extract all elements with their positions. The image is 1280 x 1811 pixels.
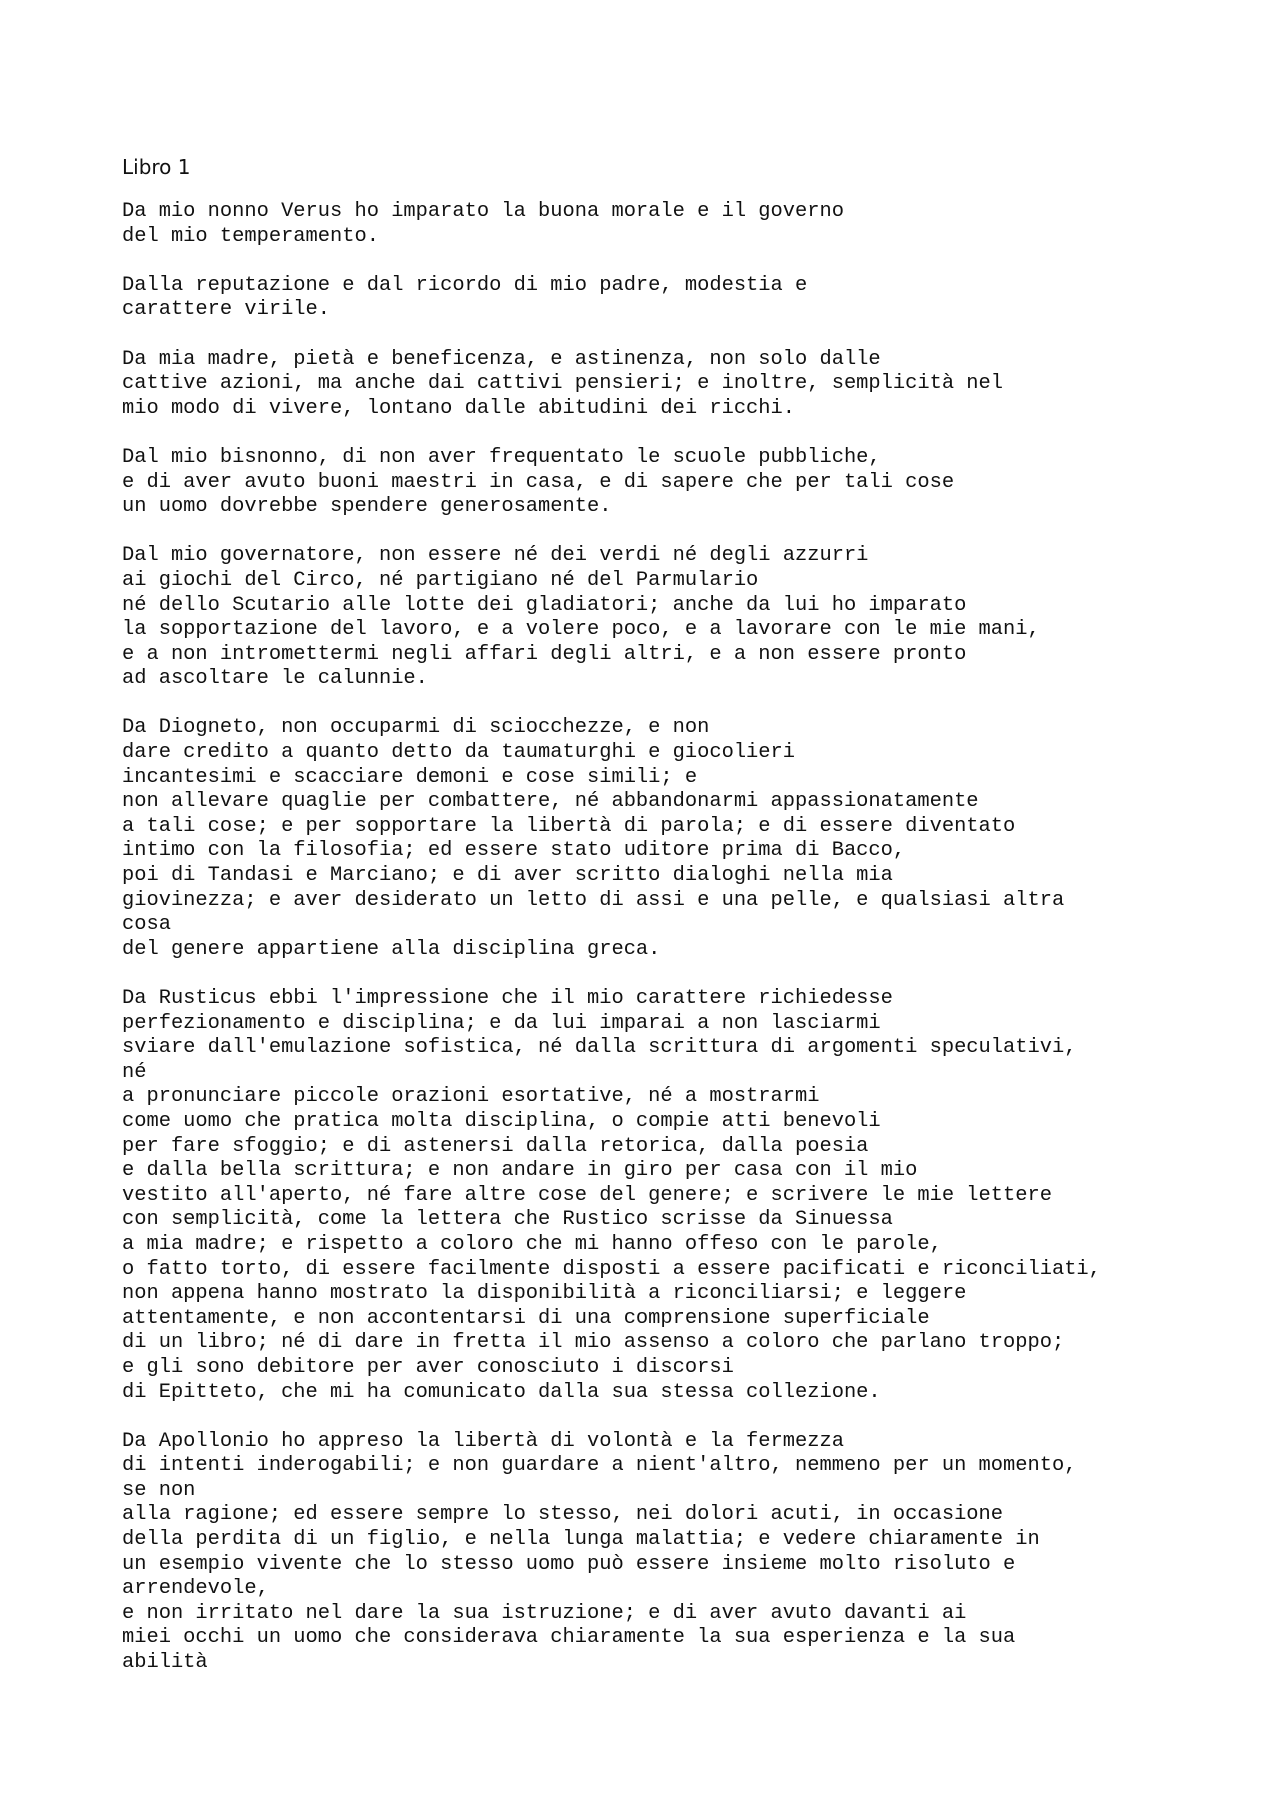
text-line: del mio temperamento. — [122, 224, 379, 248]
text-line: mio modo di vivere, lontano dalle abitudini dei ricchi. — [122, 396, 796, 420]
text-line: intimo con la filosofia; ed essere stato uditore prima di Bacco, — [122, 839, 906, 863]
text-line: arrendevole, — [122, 1577, 269, 1601]
text-line: né — [122, 1060, 147, 1084]
paragraph — [122, 274, 1252, 323]
text-line: a mia madre; e rispetto a coloro che mi hanno offeso con le parole, — [122, 1232, 942, 1256]
text-line: miei occhi un uomo che considerava chiaramente la sua esperienza e la sua — [122, 1626, 1016, 1650]
text-line: vestito all'aperto, né fare altre cose del genere; e scrivere le mie lettere — [122, 1183, 1052, 1207]
text-line: Dal mio bisnonno, di non aver frequentato le scuole pubbliche, — [122, 445, 881, 469]
text-line: se non — [122, 1478, 196, 1502]
text-line: né dello Scutario alle lotte dei gladiatori; anche da lui ho imparato — [122, 593, 967, 617]
text-line: Da mia madre, pietà e beneficenza, e astinenza, non solo dalle — [122, 347, 881, 371]
text-line: del genere appartiene alla disciplina greca. — [122, 937, 661, 961]
paragraph — [122, 1430, 1252, 1676]
text-line: Da Apollonio ho appreso la libertà di volontà e la fermezza — [122, 1429, 844, 1453]
text-line: a tali cose; e per sopportare la libertà di parola; e di essere diventato — [122, 814, 1016, 838]
text-line: Da Diogneto, non occuparmi di sciocchezze, e non — [122, 716, 710, 740]
text-line: per fare sfoggio; e di astenersi dalla retorica, dalla poesia — [122, 1134, 869, 1158]
text-line: alla ragione; ed essere sempre lo stesso, nei dolori acuti, in occasione — [122, 1503, 1004, 1527]
paragraph — [122, 716, 1252, 962]
text-line: cosa — [122, 913, 171, 937]
text-line: e dalla bella scrittura; e non andare in giro per casa con il mio — [122, 1159, 918, 1183]
document-body — [122, 200, 1252, 1700]
text-line: o fatto torto, di essere facilmente disposti a essere pacificati e riconciliati, — [122, 1257, 1101, 1281]
text-line: un esempio vivente che lo stesso uomo può essere insieme molto risoluto e — [122, 1552, 1016, 1576]
text-line: dare credito a quanto detto da taumaturghi e giocolieri — [122, 741, 796, 765]
text-line: sviare dall'emulazione sofistica, né dalla scrittura di argomenti speculativi, — [122, 1036, 1077, 1060]
text-line: e di aver avuto buoni maestri in casa, e di sapere che per tali cose — [122, 470, 955, 494]
text-line: non appena hanno mostrato la disponibilità a riconciliarsi; e leggere — [122, 1282, 967, 1306]
text-line: perfezionamento e disciplina; e da lui imparai a non lasciarmi — [122, 1011, 881, 1035]
text-line: non allevare quaglie per combattere, né abbandonarmi appassionatamente — [122, 790, 979, 814]
paragraph — [122, 200, 1252, 249]
text-line: cattive azioni, ma anche dai cattivi pensieri; e inoltre, semplicità nel — [122, 372, 1004, 396]
paragraph — [122, 446, 1252, 520]
text-line: di intenti inderogabili; e non guardare a nient'altro, nemmeno per un momento, — [122, 1454, 1077, 1478]
text-line: Da mio nonno Verus ho imparato la buona morale e il governo — [122, 200, 844, 223]
text-line: poi di Tandasi e Marciano; e di aver scritto dialoghi nella mia — [122, 864, 893, 888]
text-line: della perdita di un figlio, e nella lunga malattia; e vedere chiaramente in — [122, 1528, 1040, 1552]
text-line: come uomo che pratica molta disciplina, o compie atti benevoli — [122, 1109, 881, 1133]
text-line: ai giochi del Circo, né partigiano né del Parmulario — [122, 568, 759, 592]
text-line: di un libro; né di dare in fretta il mio assenso a coloro che parlano troppo; — [122, 1331, 1065, 1355]
document-title: Libro 1 — [122, 155, 191, 179]
text-line: a pronunciare piccole orazioni esortative, né a mostrarmi — [122, 1085, 820, 1109]
text-line: un uomo dovrebbe spendere generosamente. — [122, 495, 612, 519]
paragraph — [122, 348, 1252, 422]
text-line: con semplicità, come la lettera che Rustico scrisse da Sinuessa — [122, 1208, 893, 1232]
text-line: e gli sono debitore per aver conosciuto i discorsi — [122, 1355, 734, 1379]
text-line: e a non intromettermi negli affari degli altri, e a non essere pronto — [122, 642, 967, 666]
text-line: giovinezza; e aver desiderato un letto di assi e una pelle, e qualsiasi altra — [122, 888, 1065, 912]
text-line: e non irritato nel dare la sua istruzione; e di aver avuto davanti ai — [122, 1601, 967, 1625]
paragraph — [122, 987, 1252, 1405]
text-line: la sopportazione del lavoro, e a volere poco, e a lavorare con le mie mani, — [122, 618, 1040, 642]
text-line: abilità — [122, 1651, 208, 1675]
text-line: ad ascoltare le calunnie. — [122, 667, 428, 691]
text-line: Da Rusticus ebbi l'impressione che il mio carattere richiedesse — [122, 987, 893, 1010]
text-line: attentamente, e non accontentarsi di una comprensione superficiale — [122, 1306, 930, 1330]
paragraph — [122, 544, 1252, 692]
text-line: di Epitteto, che mi ha comunicato dalla sua stessa collezione. — [122, 1380, 881, 1404]
text-line: Dalla reputazione e dal ricordo di mio padre, modestia e — [122, 273, 808, 297]
text-line: carattere virile. — [122, 298, 331, 322]
text-line: incantesimi e scacciare demoni e cose simili; e — [122, 765, 698, 789]
text-line: Dal mio governatore, non essere né dei verdi né degli azzurri — [122, 544, 869, 568]
